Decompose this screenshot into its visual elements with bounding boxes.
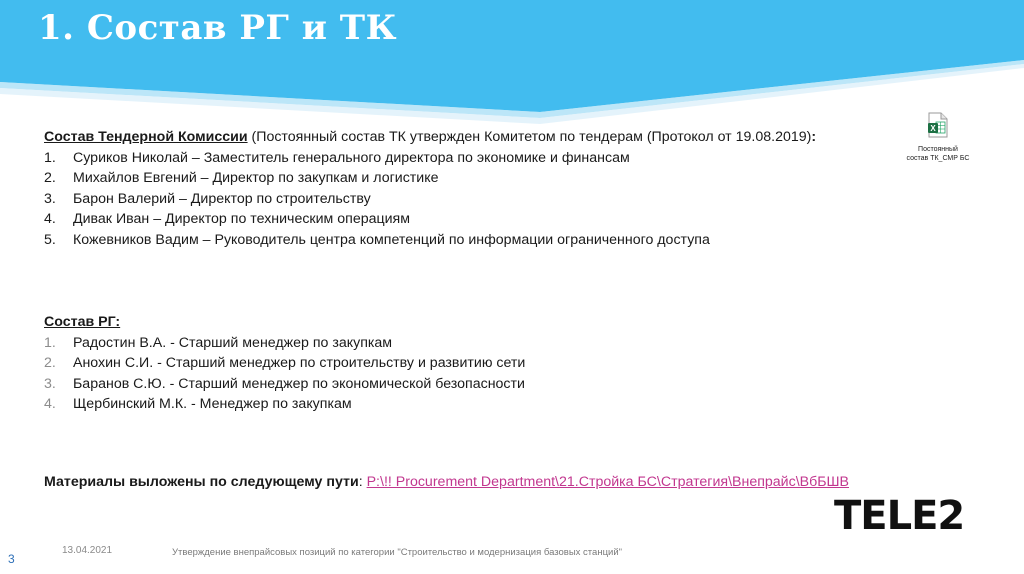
- list-item-text: Анохин С.И. - Старший менеджер по строительству и развитию сети: [73, 355, 526, 371]
- list-item-number: 4.: [44, 211, 56, 227]
- list-item: [44, 189, 904, 210]
- tender-commission-heading-colon: :: [811, 129, 817, 145]
- page-title: 1. Состав РГ и ТК: [38, 8, 397, 48]
- list-item-text: Михайлов Евгений – Директор по закупкам и логистике: [73, 170, 439, 186]
- tender-commission-heading: [44, 127, 904, 148]
- attachment-excel-file[interactable]: [898, 112, 978, 163]
- list-item-number: 2.: [44, 355, 56, 371]
- list-item: [44, 148, 904, 169]
- list-item: [44, 353, 525, 374]
- list-item: [44, 333, 525, 354]
- attachment-caption-line: Постоянный: [918, 146, 958, 153]
- footer-date: 13.04.2021: [62, 545, 113, 556]
- list-item-number: 1.: [44, 149, 56, 166]
- tele2-logo-text: TELE2: [834, 493, 965, 539]
- materials-path-link[interactable]: P:\!! Procurement Department\21.Стройка БС\Стратегия\Внепрайс\ВбБШВ: [366, 474, 849, 490]
- list-item: [44, 230, 904, 251]
- list-item-number: 2.: [44, 170, 56, 186]
- attachment-caption: [898, 145, 978, 163]
- materials-label: Материалы выложены по следующему пути: [44, 474, 359, 490]
- list-item-text: Баранов С.Ю. - Старший менеджер по экономической безопасности: [73, 375, 525, 392]
- footer-caption: Утверждение внепрайсовых позиций по категории "Строительство и модернизация базовых станций": [172, 547, 622, 558]
- materials-colon: :: [358, 474, 367, 490]
- list-item: [44, 168, 904, 189]
- list-item-number: 4.: [44, 396, 56, 412]
- list-item-number: 3.: [44, 375, 56, 392]
- list-item-number: 1.: [44, 334, 56, 351]
- working-group-section: [44, 312, 525, 415]
- list-item-text: Барон Валерий – Директор по строительству: [73, 190, 371, 207]
- list-item-text: Щербинский М.К. - Менеджер по закупкам: [73, 396, 352, 412]
- list-item-text: Кожевников Вадим – Руководитель центра компетенций по информации ограниченного доступа: [73, 231, 710, 248]
- tender-commission-list: [44, 148, 904, 251]
- working-group-heading-text: Состав РГ:: [44, 314, 121, 330]
- excel-file-icon: [927, 112, 949, 138]
- list-item-number: 3.: [44, 190, 56, 207]
- tender-commission-section: [44, 127, 904, 250]
- attachment-caption-line: состав ТК_СМР БС: [906, 155, 970, 162]
- tender-commission-heading-note: (Постоянный состав ТК утвержден Комитетом по тендерам (Протокол от 19.08.2019): [247, 129, 812, 145]
- slide-number: 3: [8, 552, 15, 566]
- working-group-list: [44, 333, 525, 415]
- materials-path-line: [44, 472, 849, 492]
- list-item: [44, 394, 525, 415]
- list-item-number: 5.: [44, 231, 56, 248]
- list-item-text: Дивак Иван – Директор по техническим операциям: [73, 211, 410, 227]
- list-item: [44, 374, 525, 395]
- tele2-logo: [834, 494, 964, 538]
- list-item: [44, 209, 904, 230]
- svg-text:X: X: [930, 124, 936, 133]
- working-group-heading: [44, 312, 525, 333]
- tender-commission-heading-bold: Состав Тендерной Комиссии: [44, 129, 248, 145]
- list-item-text: Суриков Николай – Заместитель генерального директора по экономике и финансам: [73, 149, 630, 166]
- list-item-text: Радостин В.А. - Старший менеджер по закупкам: [73, 334, 393, 351]
